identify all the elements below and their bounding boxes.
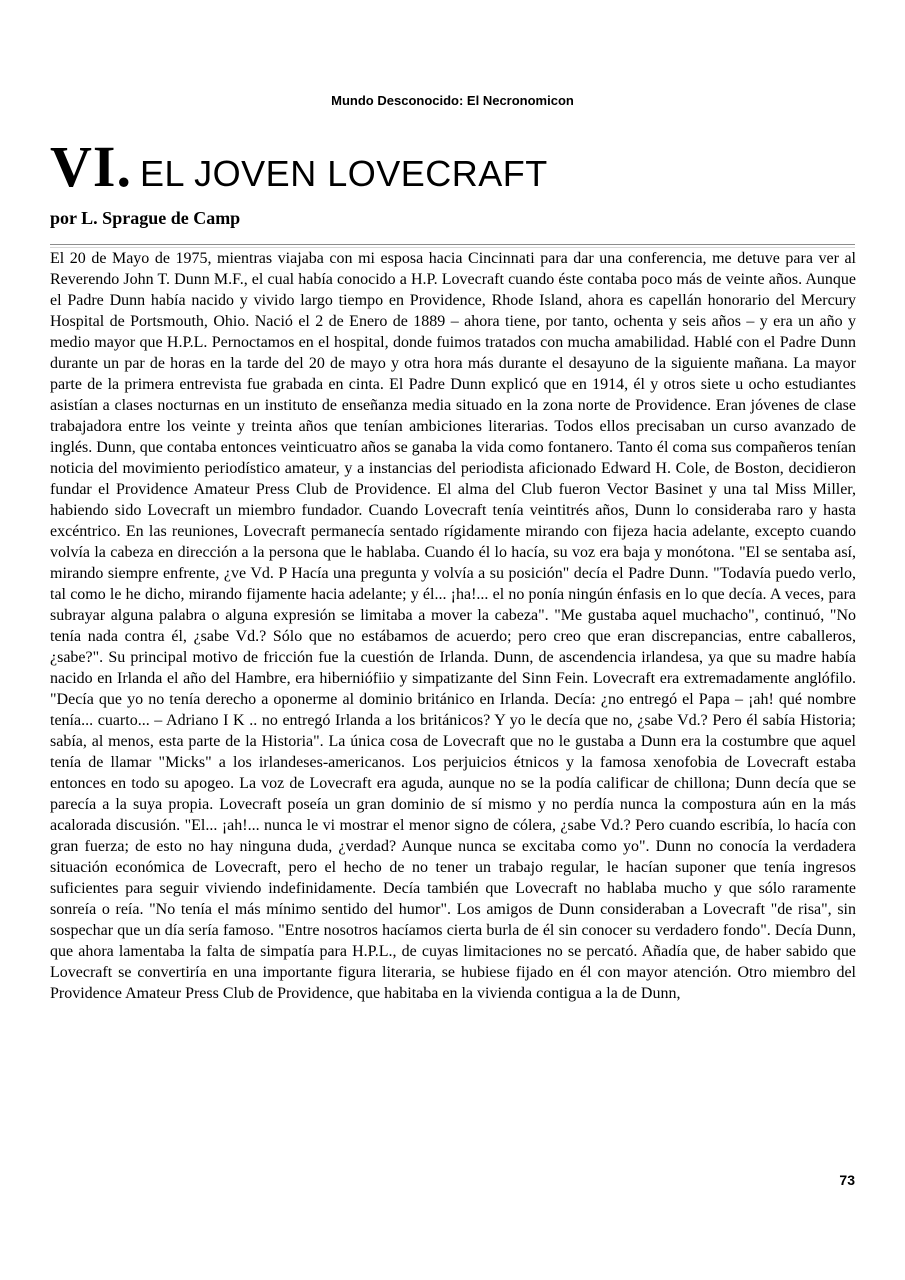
title-block xyxy=(50,134,855,229)
chapter-title: EL JOVEN LOVECRAFT xyxy=(139,153,548,194)
running-header: Mundo Desconocido: El Necronomicon xyxy=(331,93,574,108)
page-number: 73 xyxy=(839,1172,855,1188)
body-paragraph: El 20 de Mayo de 1975, mientras viajaba con mi esposa hacia Cincinnati para dar una conferencia, me detuve para ver al Reverendo John T. Dunn M.F., el cual había conocido a H.P. Lovecraft cuando éste contaba poco más de veinte años. Aunque el Padre Dunn había nacido y vivido largo tiempo en Providence, Rhode Island, ahora es capellán honorario del Mercury Hospital de Portsmouth, Ohio. Nació el 2 de Enero de 1889 – ahora tiene, por tanto, ochenta y seis años – y era un año y medio mayor que H.P.L. Pernoctamos en el hospital, donde fuimos tratados con mucha amabilidad. Hablé con el Padre Dunn durante un par de horas en la tarde del 20 de mayo y otra hora más durante el desayuno de la siguiente mañana. La mayor parte de la primera entrevista fue grabada en cinta. El Padre Dunn explicó que en 1914, él y otros siete u ocho estudiantes asistían a clases nocturnas en un instituto de enseñanza media situado en la zona norte de Providence. Eran jóvenes de clase trabajadora entre los veinte y treinta años que tenían ambiciones literarias. Todos ellos precisaban un curso avanzado de inglés. Dunn, que contaba entonces veinticuatro años se ganaba la vida como fontanero. Tanto él coma sus compañeros tenían noticia del movimiento periodístico amateur, y a instancias del periodista aficionado Edward H. Cole, de Boston, decidieron fundar el Providence Amateur Press Club de Providence. El alma del Club fueron Vector Basinet y una tal Miss Miller, habiendo sido Lovecraft un miembro fundador. Cuando Lovecraft tenía veintitrés años, Dunn lo consideraba raro y hasta excéntrico. En las reuniones, Lovecraft permanecía sentado rígidamente mirando con fijeza hacia adelante, excepto cuando volvía la cabeza en dirección a la persona que le hablaba. Cuando él lo hacía, su voz era baja y monótona. "El se sentaba así, mirando siempre enfrente, ¿ve Vd. P Hacía una pregunta y volvía a su posición" decía el Padre Dunn. "Todavía puedo verlo, tal como le he dicho, mirando fijamente hacia adelante; y él... ¡ha!... el no ponía ningún énfasis en lo que decía. A veces, para subrayar alguna palabra o alguna expresión se limitaba a mover la cabeza". "Me gustaba aquel muchacho", continuó, "No tenía nada contra él, ¿sabe Vd.? Sólo que no estábamos de acuerdo; pero creo que eran discrepancias, entre caballeros, ¿sabe?". Su principal motivo de fricción fue la cuestión de Irlanda. Dunn, de ascendencia irlandesa, ya que su madre había nacido en Irlanda el año del Hambre, era hiberniófiio y simpatizante del Sinn Fein. Lovecraft era extremadamente anglófilo. "Decía que yo no tenía derecho a oponerme al dominio británico en Irlanda. Decía: ¿no entregó el Papa – ¡ah! qué nombre tenía... cuarto... – Adriano I K .. no entregó Irlanda a los británicos? Y yo le decía que no, ¿sabe Vd.? Pero él sabía Historia; sabía, al menos, esta parte de la Historia". La única cosa de Lovecraft que no le gustaba a Dunn era la costumbre que aquel tenía de llamar "Micks" a los irlandeses-americanos. Los perjuicios étnicos y la famosa xenofobia de Lovecraft estaba entonces en todo su apogeo. La voz de Lovecraft era aguda, aunque no se la podía calificar de chillona; Dunn decía que se parecía a la suya propia. Lovecraft poseía un gran dominio de sí mismo y no perdía nunca la compostura aún en la más acalorada discusión. "El... ¡ah!... nunca le vi mostrar el menor signo de cólera, ¿sabe Vd.? Pero cuando escribía, lo hacía con gran fuerza; de esto no hay ninguna duda, ¿verdad? Aunque nunca se excitaba como yo". Dunn no conocía la verdadera situación económica de Lovecraft, pero el hecho de no tener un trabajo regular, le hacían suponer que tenía ingresos suficientes para seguir viviendo indefinidamente. Decía también que Lovecraft no hablaba mucho y que sólo raramente sonreía o reía. "No tenía el más mínimo sentido del humor". Los amigos de Dunn consideraban a Lovecraft "de risa", sin sospechar que un día sería famoso. "Entre nosotros hacíamos cierta burla de él sin conocer su verdadero fondo". Decía Dunn, que ahora lamentaba la falta de simpatía para H.P.L., de cuyas limitaciones no se percató. Añadía que, de haber sabido que Lovecraft se convertiría en una importante figura literaria, se hubiese fijado en él con mayor atención. Otro miembro del Providence Amateur Press Club de Providence, que habitaba en la vivienda contigua a la de Dunn, xyxy=(50,250,856,1002)
chapter-number: VI. xyxy=(50,134,132,199)
byline: por L. Sprague de Camp xyxy=(50,208,241,228)
chapter-heading xyxy=(50,134,855,199)
